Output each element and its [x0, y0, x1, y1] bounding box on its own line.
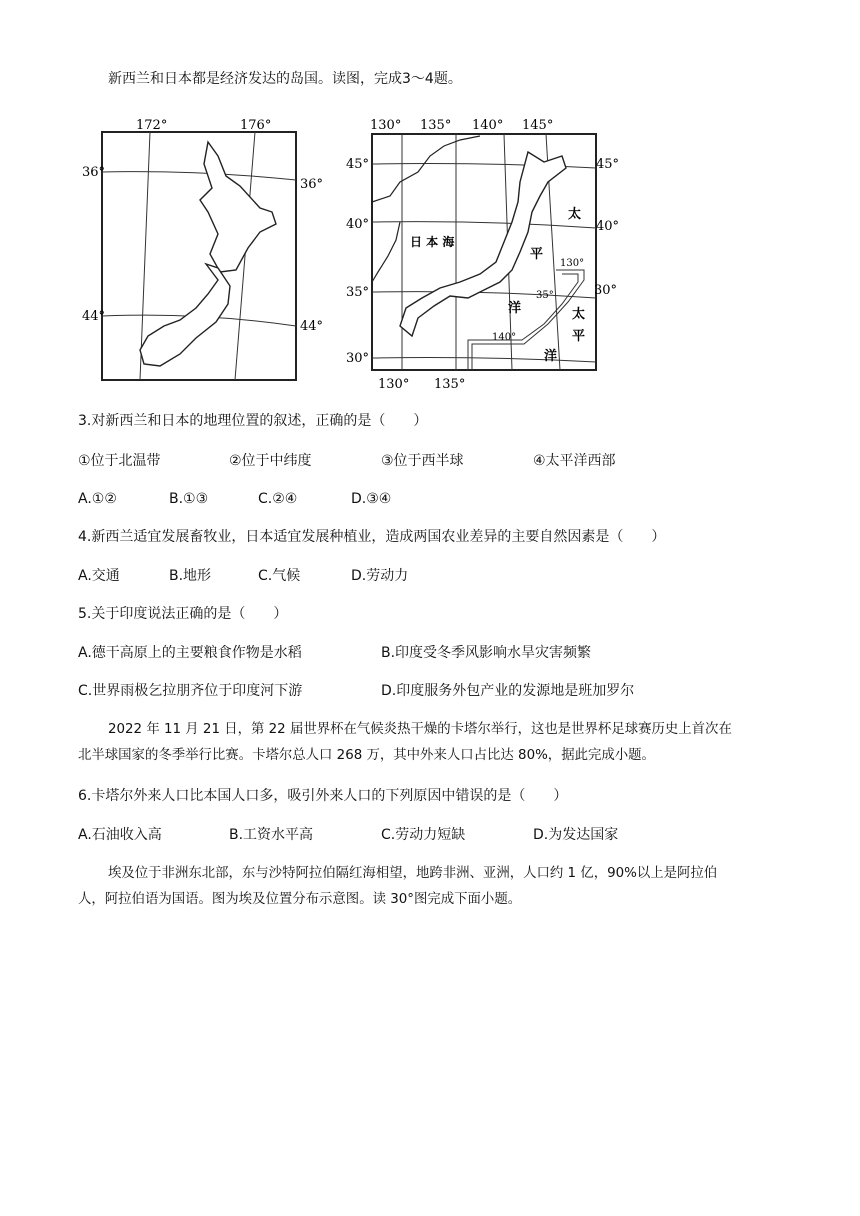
sea-of-japan-label: 日 本 海	[410, 235, 455, 249]
egypt-passage-line-2: 人，阿拉伯语为国语。图为埃及位置分布示意图。读 30°图完成下面小题。	[78, 892, 522, 907]
q4-option-d[interactable]: D.劳动力	[351, 568, 409, 584]
ocean-char-1: 太	[568, 207, 582, 222]
jp-lon-135: 135°	[420, 118, 452, 133]
q3-option-c[interactable]: C.②④	[258, 491, 298, 507]
q4-option-a[interactable]: A.交通	[78, 568, 120, 584]
ocean-char-5: 平	[572, 329, 586, 344]
q3-statement-2: ②位于中纬度	[229, 453, 312, 469]
nz-lon-176: 176°	[240, 118, 272, 133]
qatar-passage-line-2: 北半球国家的冬季举行比赛。卡塔尔总人口 268 万，其中外来人口占比达 80%，据此完成小题。	[78, 748, 655, 763]
egypt-passage-line-1: 埃及位于非洲东北部，东与沙特阿拉伯隔红海相望，地跨非洲、亚洲，人口约 1 亿，90%以上是阿拉伯	[108, 866, 718, 881]
q3-option-a[interactable]: A.①②	[78, 491, 117, 507]
q5-option-b[interactable]: B.印度受冬季风影响水旱灾害频繁	[381, 645, 592, 661]
q5-option-a[interactable]: A.德干高原上的主要粮食作物是水稻	[78, 645, 302, 661]
maps-svg	[82, 112, 660, 392]
nz-lat-36-right: 36°	[300, 177, 324, 192]
q4-stem: 4.新西兰适宜发展畜牧业，日本适宜发展种植业，造成两国农业差异的主要自然因素是（ ）	[78, 529, 666, 545]
inset-lon-130: 130°	[560, 258, 585, 269]
jp-lat-40-left: 40°	[346, 217, 370, 232]
jp-lat-30-right: 30°	[594, 283, 618, 298]
jp-lon-140: 140°	[472, 118, 504, 133]
q6-stem: 6.卡塔尔外来人口比本国人口多，吸引外来人口的下列原因中错误的是（ ）	[78, 788, 568, 804]
nz-lon-172: 172°	[136, 118, 168, 133]
q3-stem: 3.对新西兰和日本的地理位置的叙述，正确的是（ ）	[78, 413, 428, 429]
q4-option-b[interactable]: B.地形	[169, 568, 212, 584]
ocean-char-4: 太	[572, 307, 586, 322]
new-zealand-map	[82, 118, 323, 380]
q6-option-d[interactable]: D.为发达国家	[533, 827, 619, 843]
q4-option-c[interactable]: C.气候	[258, 568, 301, 584]
jp-lon-bottom-135: 135°	[434, 377, 466, 392]
jp-lon-bottom-130: 130°	[378, 377, 410, 392]
jp-lon-130: 130°	[370, 118, 402, 133]
jp-lat-45-left: 45°	[346, 157, 370, 172]
q5-stem: 5.关于印度说法正确的是（ ）	[78, 606, 288, 622]
q6-option-a[interactable]: A.石油收入高	[78, 827, 162, 843]
q3-option-b[interactable]: B.①③	[169, 491, 209, 507]
jp-lat-40-right: 40°	[596, 219, 620, 234]
ocean-char-6: 洋	[544, 349, 558, 364]
ocean-char-3: 洋	[508, 301, 522, 316]
japan-map	[346, 118, 619, 392]
q5-option-c[interactable]: C.世界雨极乞拉朋齐位于印度河下游	[78, 683, 303, 699]
q3-statement-4: ④太平洋西部	[533, 453, 616, 469]
maps-figure	[82, 112, 660, 392]
jp-lon-145: 145°	[522, 118, 554, 133]
jp-lat-30-left: 30°	[346, 351, 370, 366]
nz-lat-36-left: 36°	[82, 165, 106, 180]
q6-option-c[interactable]: C.劳动力短缺	[381, 827, 466, 843]
intro-text: 新西兰和日本都是经济发达的岛国。读图，完成3～4题。	[108, 71, 462, 87]
inset-lon-140: 140°	[492, 332, 517, 343]
nz-lat-44-right: 44°	[300, 319, 324, 334]
jp-lat-45-right: 45°	[596, 157, 620, 172]
q5-option-d[interactable]: D.印度服务外包产业的发源地是班加罗尔	[381, 683, 635, 699]
q6-option-b[interactable]: B.工资水平高	[229, 827, 314, 843]
nz-lat-44-left: 44°	[82, 309, 106, 324]
q3-statement-3: ③位于西半球	[381, 453, 464, 469]
q3-option-d[interactable]: D.③④	[351, 491, 392, 507]
jp-lat-35-left: 35°	[346, 285, 370, 300]
inset-lat-35: 35°	[536, 290, 554, 301]
ocean-char-2: 平	[530, 247, 544, 262]
q3-statement-1: ①位于北温带	[78, 453, 161, 469]
qatar-passage-line-1: 2022 年 11 月 21 日，第 22 届世界杯在气候炎热干燥的卡塔尔举行，这也是世界杯足球赛历史上首次在	[108, 722, 732, 737]
